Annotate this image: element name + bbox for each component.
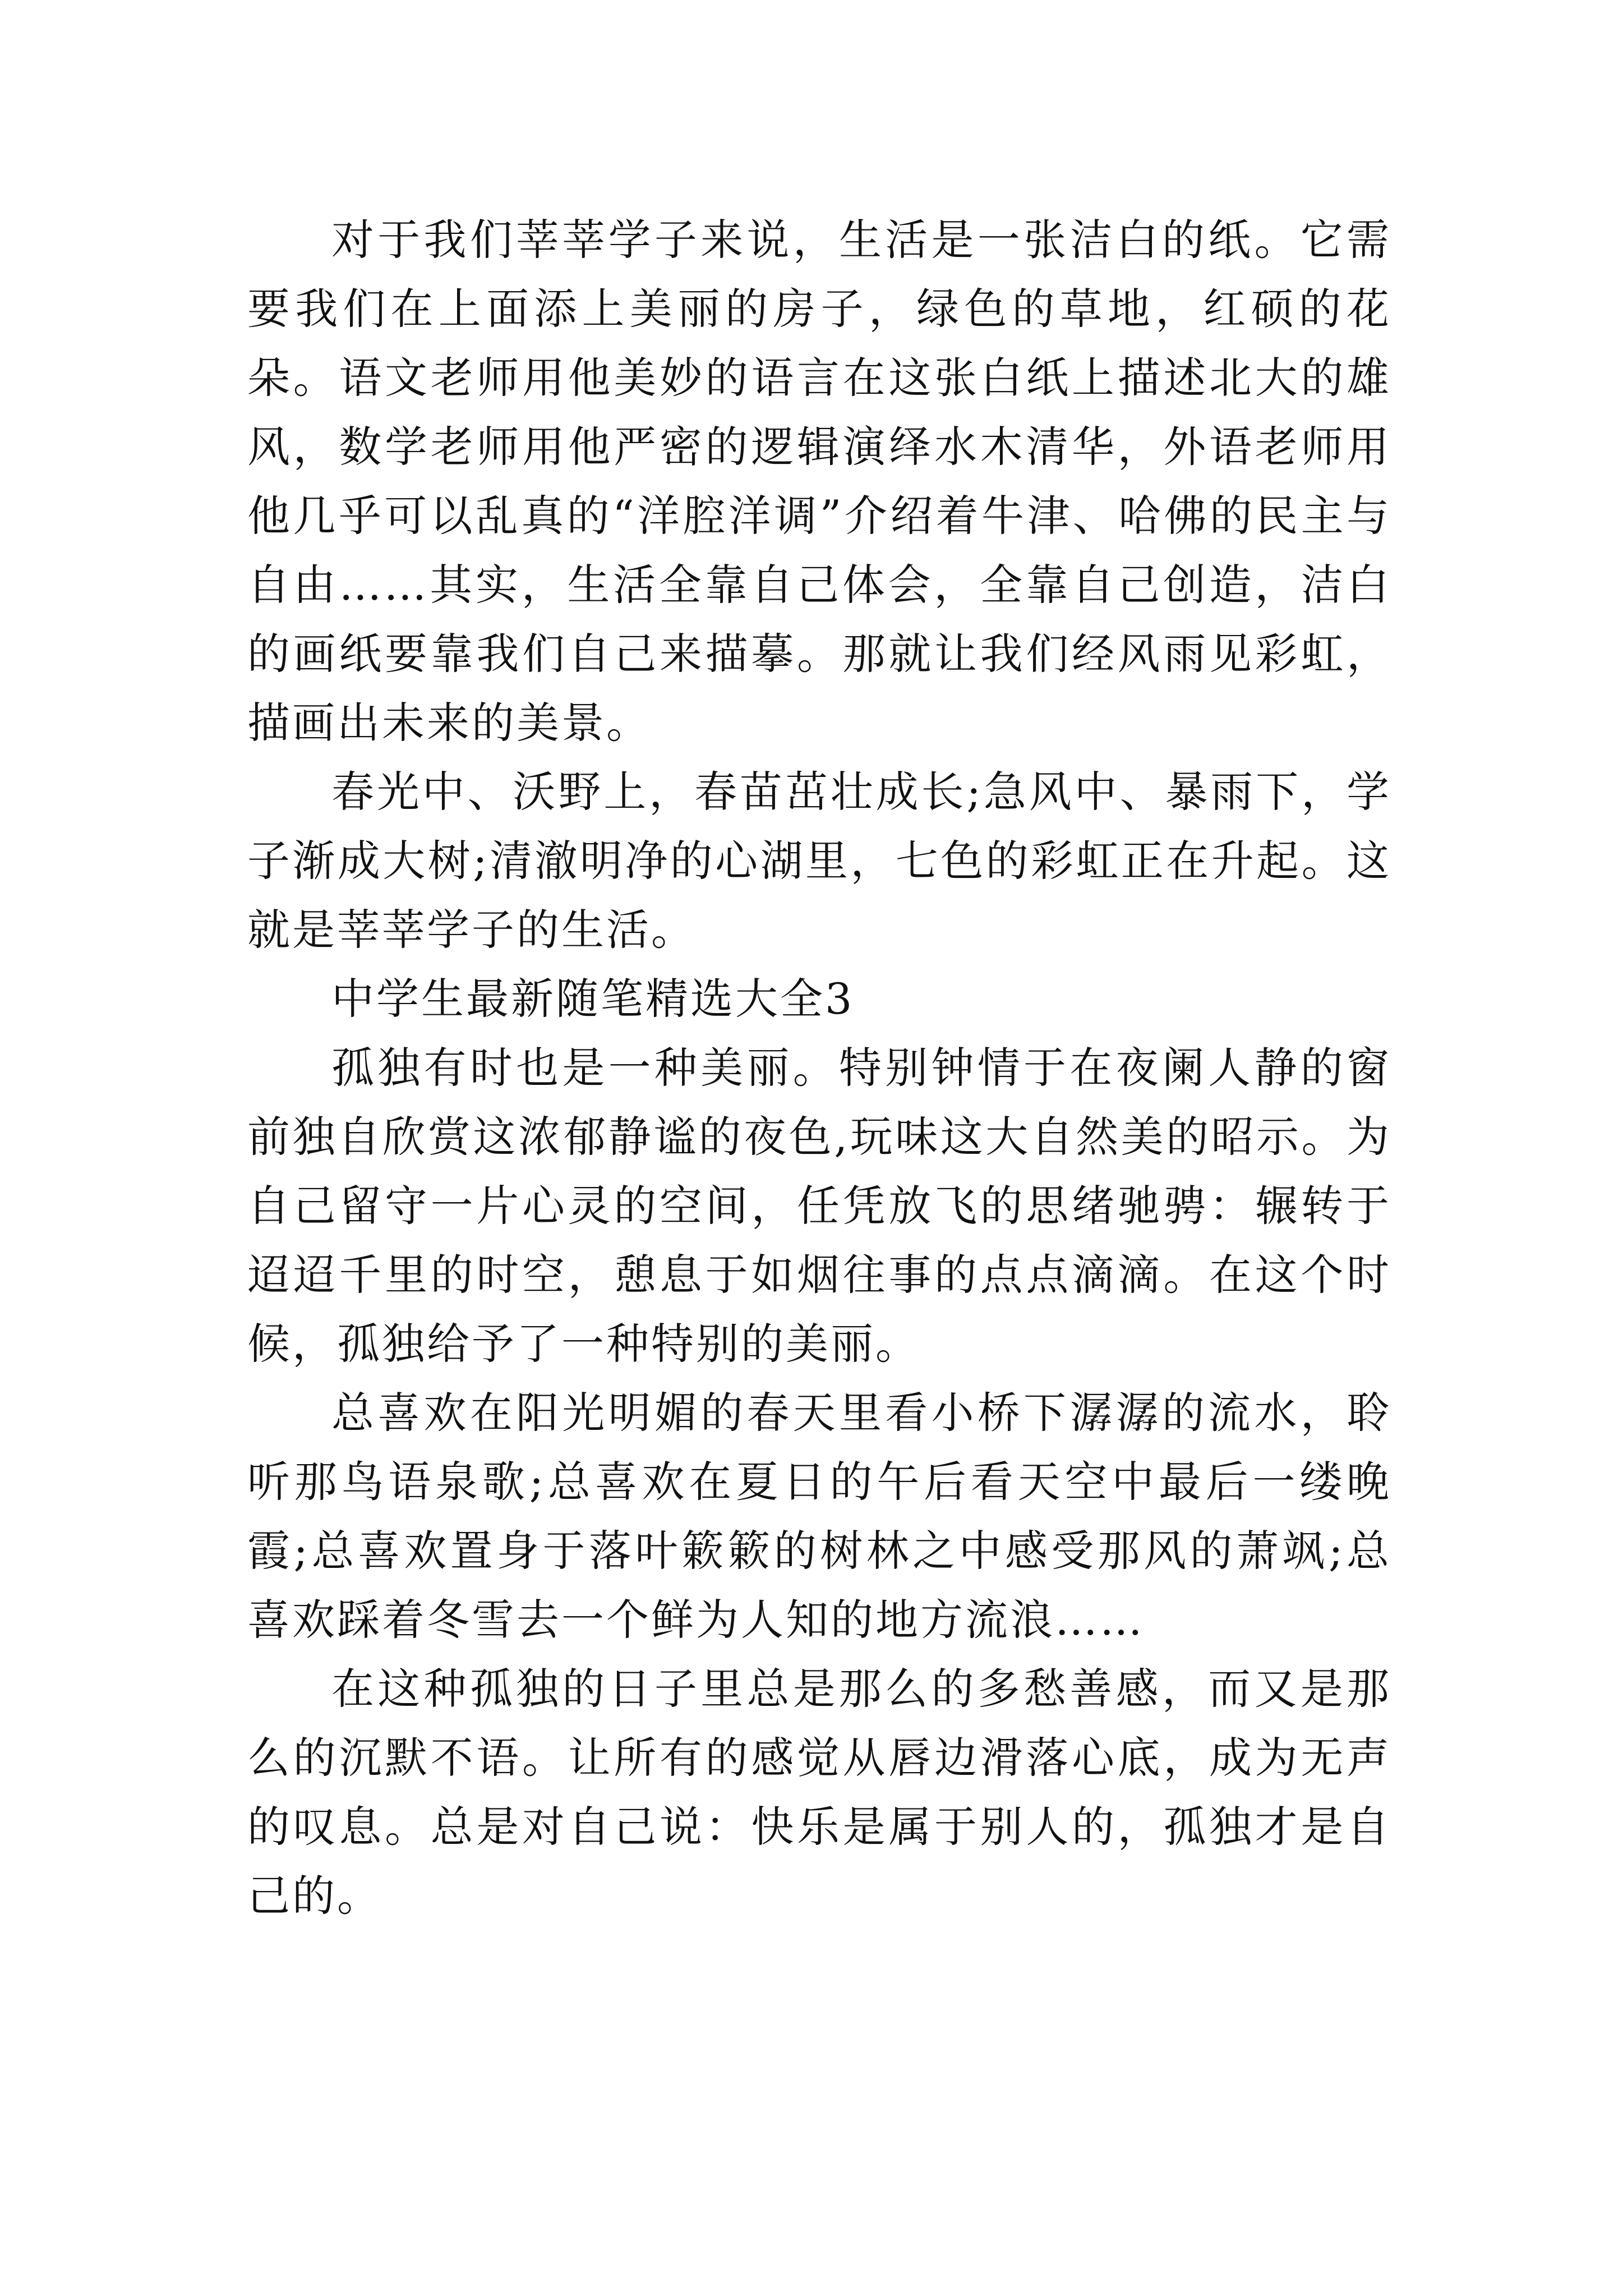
paragraph-1: 对于我们莘莘学子来说，生活是一张洁白的纸。它需要我们在上面添上美丽的房子，绿色的草地，红硕的花朵。语文老师用他美妙的语言在这张白纸上描述北大的雄风，数学老师用他严密的逻辑演绎水木清华，外语老师用他几乎可以乱真的“洋腔洋调”介绍着牛津、哈佛的民主与自由……其实，生活全靠自己体会，全靠自己创造，洁白的画纸要靠我们自己来描摹。那就让我们经风雨见彩虹，描画出未来的美景。 (247, 215, 1391, 748)
paragraph-2: 春光中、沃野上，春苗茁壮成长;急风中、暴雨下，学子渐成大树;清澈明净的心湖里，七色的彩虹正在升起。这就是莘莘学子的生活。 (247, 767, 1391, 955)
paragraph-5: 在这种孤独的日子里总是那么的多愁善感，而又是那么的沉默不语。让所有的感觉从唇边滑落心底，成为无声的叹息。总是对自己说：快乐是属于别人的，孤独才是自己的。 (247, 1664, 1391, 1921)
paragraph-4: 总喜欢在阳光明媚的春天里看小桥下潺潺的流水，聆听那鸟语泉歌;总喜欢在夏日的午后看天空中最后一缕晚霞;总喜欢置身于落叶簌簌的树林之中感受那风的萧飒;总喜欢踩着冬雪去一个鲜为人知的地方流浪…… (247, 1388, 1391, 1645)
paragraph-3: 孤独有时也是一种美丽。特别钟情于在夜阑人静的窗前独自欣赏这浓郁静谧的夜色,玩味这大自然美的昭示。为自己留守一片心灵的空间，任凭放飞的思绪驰骋：辗转于迢迢千里的时空，憩息于如烟往事的点点滴滴。在这个时候，孤独给予了一种特别的美丽。 (247, 1043, 1391, 1369)
body-text (247, 205, 1391, 1930)
section-heading: 中学生最新随笔精选大全3 (331, 974, 855, 1024)
